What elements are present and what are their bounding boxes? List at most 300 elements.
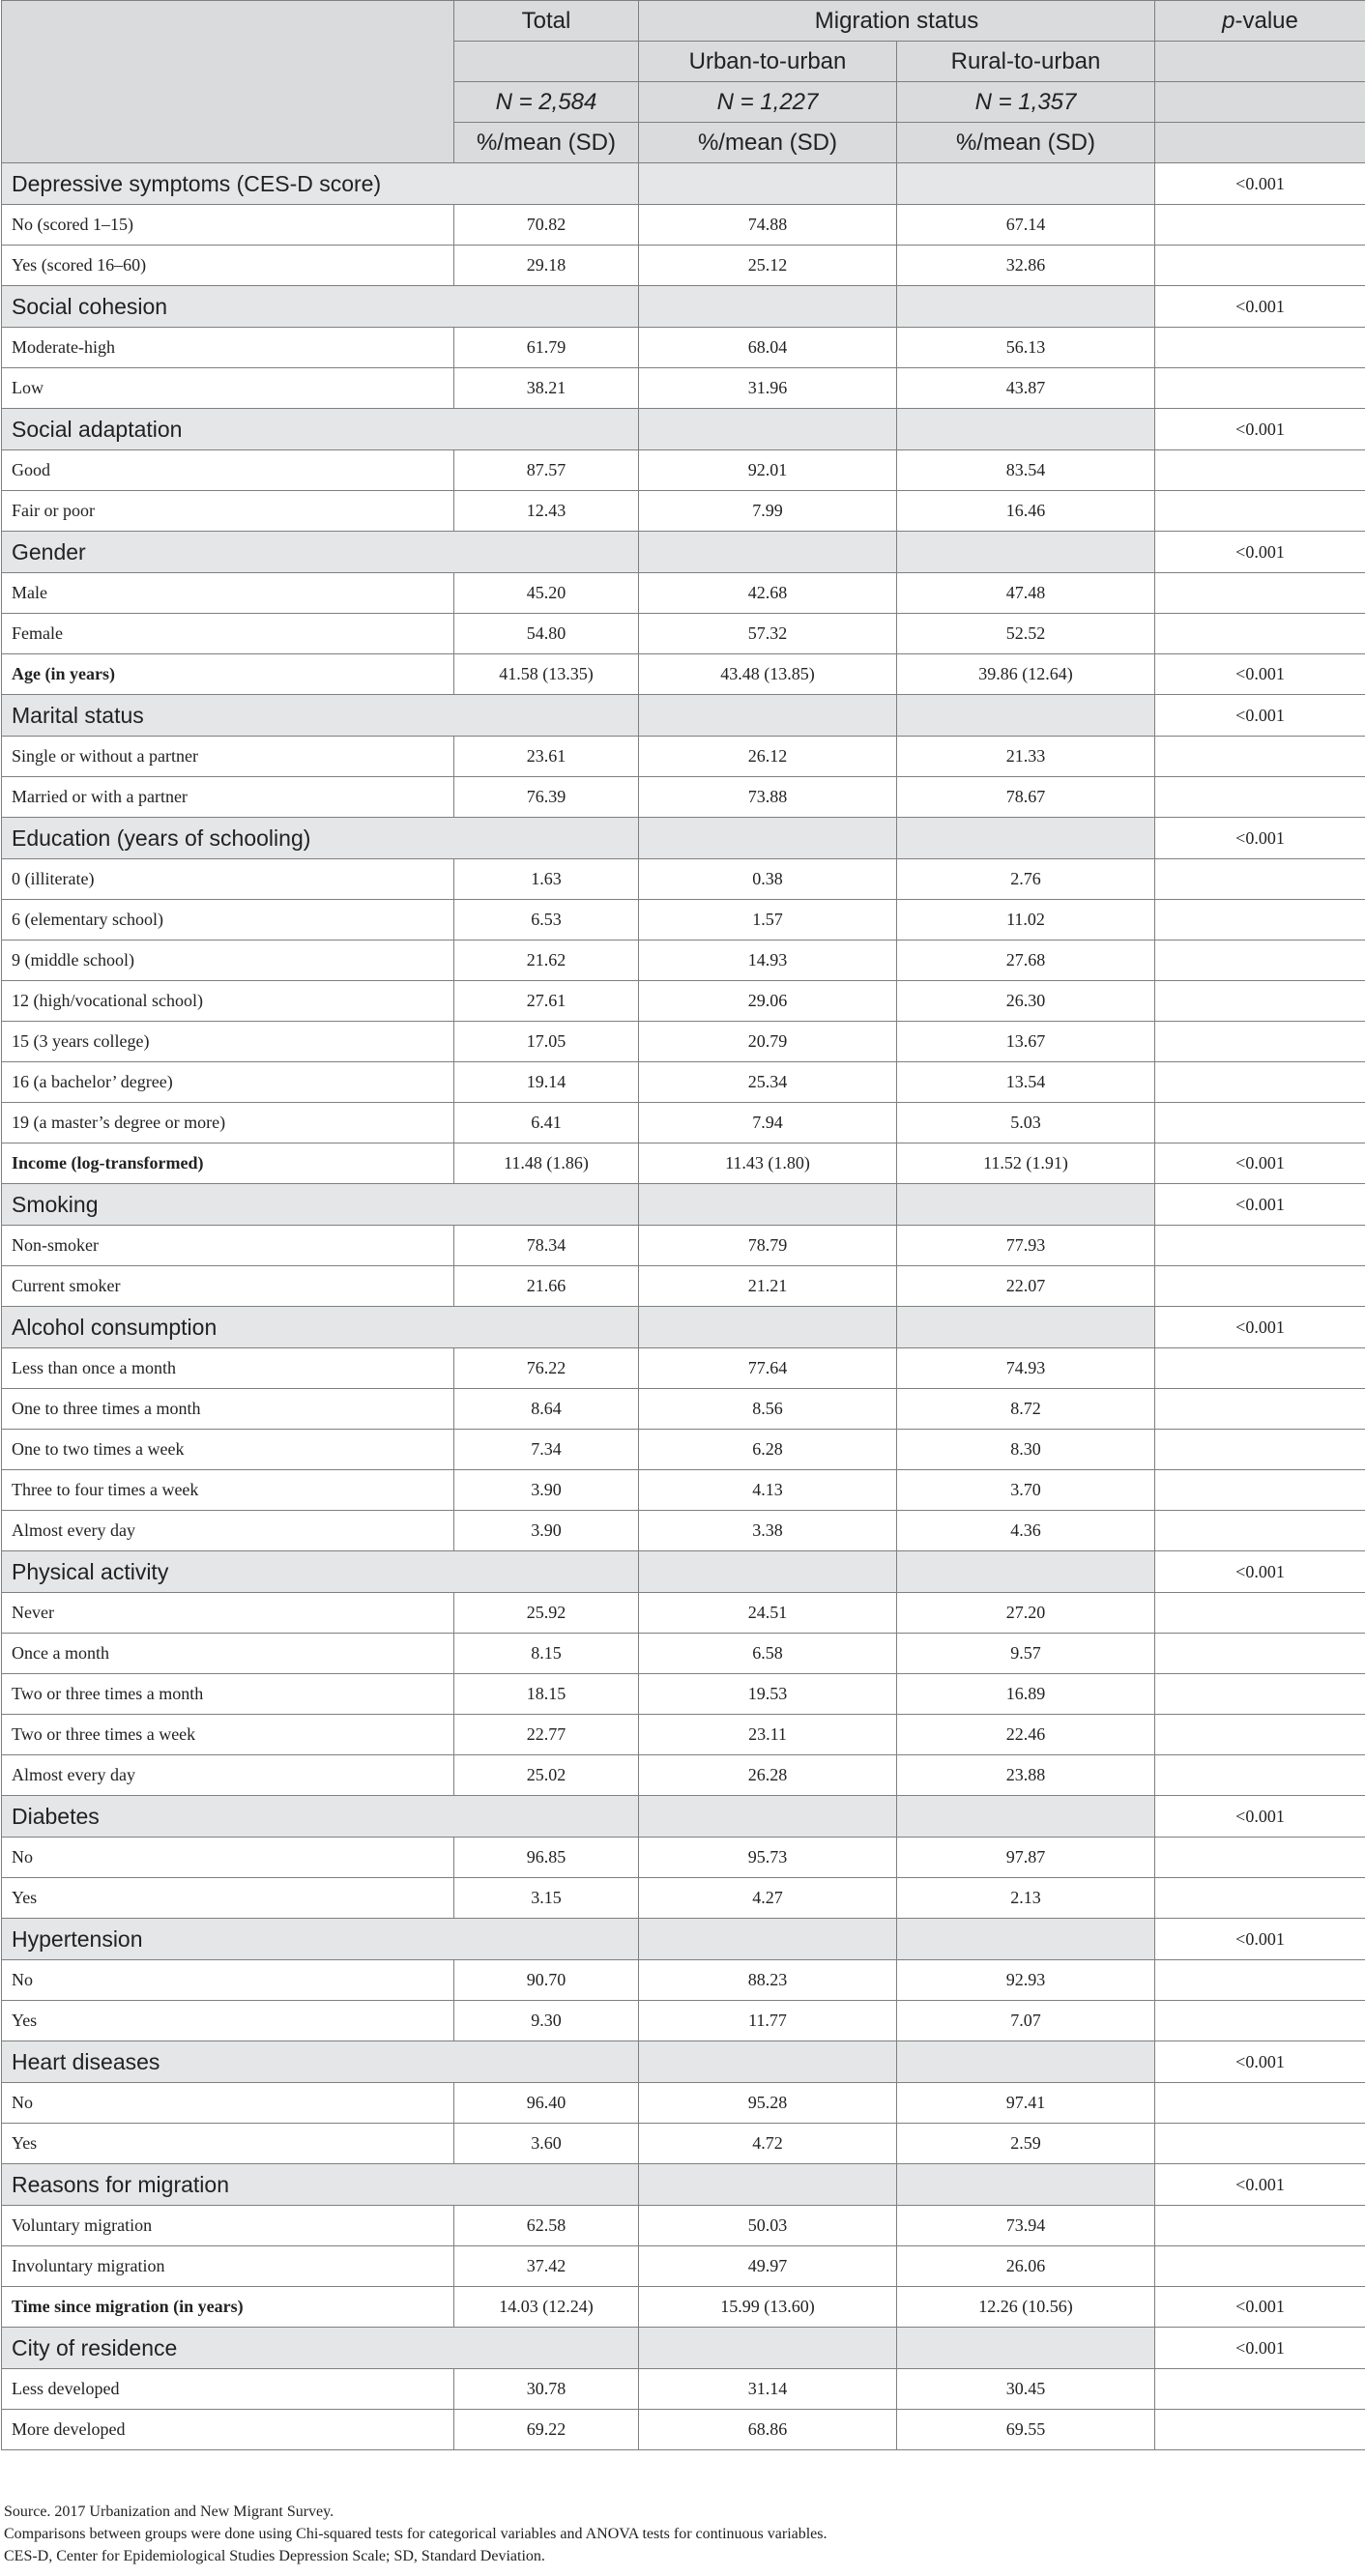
p-value-cell: <0.001 — [1155, 532, 1365, 573]
rural-value: 27.20 — [897, 1593, 1155, 1634]
p-value-cell — [1155, 1715, 1365, 1755]
urban-value: 95.73 — [639, 1838, 897, 1878]
rural-value: 77.93 — [897, 1226, 1155, 1266]
note-comparisons: Comparisons between groups were done using Chi-squared tests for categorical variables and ANOVA tests for continuous variables. — [4, 2526, 828, 2542]
total-value: 78.34 — [454, 1226, 639, 1266]
row-label: Yes (scored 16–60) — [2, 246, 454, 286]
p-value-cell: <0.001 — [1155, 2041, 1365, 2083]
table-row — [2, 2369, 1365, 2410]
rural-value: 5.03 — [897, 1103, 1155, 1143]
table-row — [2, 1022, 1365, 1062]
p-value-cell — [1155, 2369, 1365, 2410]
p-value-cell — [1155, 777, 1365, 818]
p-value-cell: <0.001 — [1155, 654, 1365, 695]
row-label: 15 (3 years college) — [2, 1022, 454, 1062]
section-empty-cell — [897, 695, 1155, 737]
section-empty-cell — [897, 1307, 1155, 1348]
p-value-cell — [1155, 1593, 1365, 1634]
p-value-cell — [1155, 2001, 1365, 2041]
p-value-cell — [1155, 2206, 1365, 2246]
urban-value: 43.48 (13.85) — [639, 654, 897, 695]
rural-value: 11.02 — [897, 900, 1155, 941]
urban-value: 31.14 — [639, 2369, 897, 2410]
table-row — [2, 1430, 1365, 1470]
row-label: Male — [2, 573, 454, 614]
rural-value: 13.54 — [897, 1062, 1155, 1103]
table-row — [2, 614, 1365, 654]
row-label: Voluntary migration — [2, 2206, 454, 2246]
header-total: Total — [454, 1, 639, 42]
section-empty-cell — [639, 1919, 897, 1960]
p-value-cell — [1155, 1511, 1365, 1551]
urban-value: 26.12 — [639, 737, 897, 777]
rural-value: 47.48 — [897, 573, 1155, 614]
urban-value: 25.34 — [639, 1062, 897, 1103]
table-row — [2, 1062, 1365, 1103]
p-value-cell: <0.001 — [1155, 1143, 1365, 1184]
p-value-cell — [1155, 1634, 1365, 1674]
rural-value: 4.36 — [897, 1511, 1155, 1551]
urban-value: 21.21 — [639, 1266, 897, 1307]
table-header — [2, 1, 1365, 163]
section-empty-cell — [897, 818, 1155, 859]
p-value-cell: <0.001 — [1155, 1796, 1365, 1838]
rural-value: 30.45 — [897, 2369, 1155, 2410]
header-empty-total — [454, 42, 639, 82]
table-row — [2, 491, 1365, 532]
section-row — [2, 1919, 1365, 1960]
p-value-cell — [1155, 328, 1365, 368]
total-value: 45.20 — [454, 573, 639, 614]
total-value: 30.78 — [454, 2369, 639, 2410]
p-value-cell — [1155, 859, 1365, 900]
table-row — [2, 981, 1365, 1022]
urban-value: 0.38 — [639, 859, 897, 900]
table-row — [2, 1838, 1365, 1878]
total-value: 25.02 — [454, 1755, 639, 1796]
total-value: 9.30 — [454, 2001, 639, 2041]
urban-value: 19.53 — [639, 1674, 897, 1715]
continuous-variable-row — [2, 1143, 1365, 1184]
header-n-urban: N = 1,227 — [639, 82, 897, 123]
total-value: 61.79 — [454, 328, 639, 368]
p-value-cell — [1155, 1674, 1365, 1715]
urban-value: 68.04 — [639, 328, 897, 368]
rural-value: 43.87 — [897, 368, 1155, 409]
row-label: One to three times a month — [2, 1389, 454, 1430]
p-value-cell — [1155, 1960, 1365, 2001]
section-empty-cell — [639, 2328, 897, 2369]
total-value: 41.58 (13.35) — [454, 654, 639, 695]
p-value-cell — [1155, 1348, 1365, 1389]
total-value: 6.53 — [454, 900, 639, 941]
urban-value: 4.72 — [639, 2124, 897, 2164]
p-value-cell — [1155, 573, 1365, 614]
section-label: Physical activity — [2, 1551, 639, 1593]
urban-value: 6.28 — [639, 1430, 897, 1470]
total-value: 18.15 — [454, 1674, 639, 1715]
section-empty-cell — [897, 532, 1155, 573]
total-value: 3.90 — [454, 1470, 639, 1511]
p-value-cell — [1155, 246, 1365, 286]
rural-value: 2.13 — [897, 1878, 1155, 1919]
row-label: Fair or poor — [2, 491, 454, 532]
p-value-cell — [1155, 1103, 1365, 1143]
urban-value: 68.86 — [639, 2410, 897, 2450]
p-value-cell: <0.001 — [1155, 2328, 1365, 2369]
p-value-cell — [1155, 2124, 1365, 2164]
total-value: 96.40 — [454, 2083, 639, 2124]
urban-value: 25.12 — [639, 246, 897, 286]
table-row — [2, 205, 1365, 246]
urban-value: 4.27 — [639, 1878, 897, 1919]
rural-value: 69.55 — [897, 2410, 1155, 2450]
table-row — [2, 1511, 1365, 1551]
table-row — [2, 1470, 1365, 1511]
section-empty-cell — [897, 286, 1155, 328]
continuous-variable-row — [2, 2287, 1365, 2328]
section-label: Heart diseases — [2, 2041, 639, 2083]
section-label: Social adaptation — [2, 409, 639, 450]
header-rural: Rural-to-urban — [897, 42, 1155, 82]
section-empty-cell — [639, 163, 897, 205]
p-value-cell: <0.001 — [1155, 163, 1365, 205]
p-value-cell — [1155, 737, 1365, 777]
total-value: 96.85 — [454, 1838, 639, 1878]
p-value-cell: <0.001 — [1155, 409, 1365, 450]
p-value-cell — [1155, 1022, 1365, 1062]
table-row — [2, 2124, 1365, 2164]
section-label: Education (years of schooling) — [2, 818, 639, 859]
table-notes — [4, 2501, 828, 2567]
urban-value: 73.88 — [639, 777, 897, 818]
row-label: One to two times a week — [2, 1430, 454, 1470]
section-label: Gender — [2, 532, 639, 573]
header-p-text: value — [1242, 7, 1298, 34]
rural-value: 23.88 — [897, 1755, 1155, 1796]
urban-value: 57.32 — [639, 614, 897, 654]
rural-value: 8.30 — [897, 1430, 1155, 1470]
rural-value: 74.93 — [897, 1348, 1155, 1389]
rural-value: 11.52 (1.91) — [897, 1143, 1155, 1184]
table-row — [2, 1878, 1365, 1919]
urban-value: 6.58 — [639, 1634, 897, 1674]
table-row — [2, 900, 1365, 941]
rural-value: 67.14 — [897, 205, 1155, 246]
total-value: 3.15 — [454, 1878, 639, 1919]
row-label: Two or three times a week — [2, 1715, 454, 1755]
section-row — [2, 1184, 1365, 1226]
total-value: 69.22 — [454, 2410, 639, 2450]
table-row — [2, 1715, 1365, 1755]
urban-value: 42.68 — [639, 573, 897, 614]
urban-value: 50.03 — [639, 2206, 897, 2246]
row-label: Two or three times a month — [2, 1674, 454, 1715]
p-value-cell: <0.001 — [1155, 1184, 1365, 1226]
section-empty-cell — [897, 2164, 1155, 2206]
p-value-cell: <0.001 — [1155, 818, 1365, 859]
row-label: No — [2, 2083, 454, 2124]
row-label: Moderate-high — [2, 328, 454, 368]
urban-value: 4.13 — [639, 1470, 897, 1511]
continuous-variable-row — [2, 654, 1365, 695]
urban-value: 8.56 — [639, 1389, 897, 1430]
total-value: 23.61 — [454, 737, 639, 777]
p-value-cell — [1155, 941, 1365, 981]
rural-value: 32.86 — [897, 246, 1155, 286]
total-value: 21.66 — [454, 1266, 639, 1307]
table-row — [2, 2206, 1365, 2246]
row-label: Age (in years) — [2, 654, 454, 695]
urban-value: 7.94 — [639, 1103, 897, 1143]
urban-value: 31.96 — [639, 368, 897, 409]
header-blank-cell — [2, 1, 454, 163]
urban-value: 92.01 — [639, 450, 897, 491]
rural-value: 97.87 — [897, 1838, 1155, 1878]
rural-value: 92.93 — [897, 1960, 1155, 2001]
total-value: 8.64 — [454, 1389, 639, 1430]
section-row — [2, 1551, 1365, 1593]
header-stat-total: %/mean (SD) — [454, 123, 639, 163]
urban-value: 24.51 — [639, 1593, 897, 1634]
rural-value: 2.76 — [897, 859, 1155, 900]
urban-value: 26.28 — [639, 1755, 897, 1796]
p-value-cell: <0.001 — [1155, 2287, 1365, 2328]
section-empty-cell — [897, 2041, 1155, 2083]
total-value: 11.48 (1.86) — [454, 1143, 639, 1184]
section-row — [2, 2328, 1365, 2369]
header-stat-urban: %/mean (SD) — [639, 123, 897, 163]
section-empty-cell — [897, 1919, 1155, 1960]
section-empty-cell — [639, 818, 897, 859]
section-empty-cell — [897, 1551, 1155, 1593]
p-value-cell — [1155, 1266, 1365, 1307]
total-value: 38.21 — [454, 368, 639, 409]
total-value: 3.60 — [454, 2124, 639, 2164]
row-label: Yes — [2, 1878, 454, 1919]
row-label: Never — [2, 1593, 454, 1634]
section-empty-cell — [897, 163, 1155, 205]
p-value-cell — [1155, 2083, 1365, 2124]
rural-value: 7.07 — [897, 2001, 1155, 2041]
total-value: 19.14 — [454, 1062, 639, 1103]
row-label: Current smoker — [2, 1266, 454, 1307]
row-label: Almost every day — [2, 1755, 454, 1796]
urban-value: 74.88 — [639, 205, 897, 246]
urban-value: 7.99 — [639, 491, 897, 532]
total-value: 6.41 — [454, 1103, 639, 1143]
urban-value: 20.79 — [639, 1022, 897, 1062]
section-empty-cell — [639, 1184, 897, 1226]
rural-value: 78.67 — [897, 777, 1155, 818]
total-value: 27.61 — [454, 981, 639, 1022]
total-value: 21.62 — [454, 941, 639, 981]
section-label: Alcohol consumption — [2, 1307, 639, 1348]
urban-value: 1.57 — [639, 900, 897, 941]
p-value-cell: <0.001 — [1155, 2164, 1365, 2206]
row-label: Less than once a month — [2, 1348, 454, 1389]
rural-value: 73.94 — [897, 2206, 1155, 2246]
table-row — [2, 2083, 1365, 2124]
row-label: Yes — [2, 2001, 454, 2041]
total-value: 14.03 (12.24) — [454, 2287, 639, 2328]
row-label: Almost every day — [2, 1511, 454, 1551]
rural-value: 21.33 — [897, 737, 1155, 777]
rural-value: 83.54 — [897, 450, 1155, 491]
characteristics-table — [1, 0, 1365, 2450]
p-value-cell — [1155, 1470, 1365, 1511]
row-label: No — [2, 1838, 454, 1878]
urban-value: 49.97 — [639, 2246, 897, 2287]
p-value-cell: <0.001 — [1155, 1919, 1365, 1960]
section-label: Smoking — [2, 1184, 639, 1226]
table-row — [2, 737, 1365, 777]
p-value-cell — [1155, 1226, 1365, 1266]
section-empty-cell — [897, 1184, 1155, 1226]
p-value-cell — [1155, 1838, 1365, 1878]
note-source: Source. 2017 Urbanization and New Migrant Survey. — [4, 2504, 334, 2520]
section-empty-cell — [639, 1307, 897, 1348]
row-label: Married or with a partner — [2, 777, 454, 818]
urban-value: 15.99 (13.60) — [639, 2287, 897, 2328]
total-value: 12.43 — [454, 491, 639, 532]
header-n-total: N = 2,584 — [454, 82, 639, 123]
section-row — [2, 409, 1365, 450]
p-value-cell: <0.001 — [1155, 695, 1365, 737]
rural-value: 16.46 — [897, 491, 1155, 532]
row-label: No — [2, 1960, 454, 2001]
row-label: Less developed — [2, 2369, 454, 2410]
row-label: Income (log-transformed) — [2, 1143, 454, 1184]
total-value: 22.77 — [454, 1715, 639, 1755]
total-value: 37.42 — [454, 2246, 639, 2287]
section-empty-cell — [897, 409, 1155, 450]
total-value: 87.57 — [454, 450, 639, 491]
table-row — [2, 1226, 1365, 1266]
row-label: Time since migration (in years) — [2, 2287, 454, 2328]
row-label: Yes — [2, 2124, 454, 2164]
urban-value: 11.43 (1.80) — [639, 1143, 897, 1184]
section-label: Reasons for migration — [2, 2164, 639, 2206]
p-value-cell: <0.001 — [1155, 1551, 1365, 1593]
rural-value: 26.30 — [897, 981, 1155, 1022]
total-value: 1.63 — [454, 859, 639, 900]
row-label: 9 (middle school) — [2, 941, 454, 981]
section-empty-cell — [639, 695, 897, 737]
table-row — [2, 1634, 1365, 1674]
table-row — [2, 246, 1365, 286]
section-label: Diabetes — [2, 1796, 639, 1838]
total-value: 76.22 — [454, 1348, 639, 1389]
rural-value: 56.13 — [897, 328, 1155, 368]
p-value-cell — [1155, 1878, 1365, 1919]
section-row — [2, 1307, 1365, 1348]
section-empty-cell — [897, 2328, 1155, 2369]
p-value-cell: <0.001 — [1155, 1307, 1365, 1348]
header-migration-status: Migration status — [639, 1, 1155, 42]
p-value-cell — [1155, 900, 1365, 941]
table-row — [2, 2246, 1365, 2287]
section-row — [2, 695, 1365, 737]
urban-value: 78.79 — [639, 1226, 897, 1266]
section-row — [2, 286, 1365, 328]
total-value: 70.82 — [454, 205, 639, 246]
section-empty-cell — [639, 286, 897, 328]
row-label: Three to four times a week — [2, 1470, 454, 1511]
p-value-cell — [1155, 368, 1365, 409]
section-empty-cell — [639, 2041, 897, 2083]
section-empty-cell — [639, 2164, 897, 2206]
p-value-cell: <0.001 — [1155, 286, 1365, 328]
header-empty-p — [1155, 42, 1365, 82]
section-row — [2, 1796, 1365, 1838]
table-row — [2, 1755, 1365, 1796]
row-label: Low — [2, 368, 454, 409]
total-value: 7.34 — [454, 1430, 639, 1470]
urban-value: 88.23 — [639, 1960, 897, 2001]
urban-value: 29.06 — [639, 981, 897, 1022]
rural-value: 26.06 — [897, 2246, 1155, 2287]
section-row — [2, 2041, 1365, 2083]
p-value-cell — [1155, 981, 1365, 1022]
section-empty-cell — [639, 409, 897, 450]
section-empty-cell — [639, 1796, 897, 1838]
rural-value: 39.86 (12.64) — [897, 654, 1155, 695]
total-value: 62.58 — [454, 2206, 639, 2246]
rural-value: 3.70 — [897, 1470, 1155, 1511]
row-label: 6 (elementary school) — [2, 900, 454, 941]
p-value-cell — [1155, 450, 1365, 491]
section-row — [2, 2164, 1365, 2206]
total-value: 29.18 — [454, 246, 639, 286]
row-label: More developed — [2, 2410, 454, 2450]
rural-value: 2.59 — [897, 2124, 1155, 2164]
table-row — [2, 777, 1365, 818]
rural-value: 97.41 — [897, 2083, 1155, 2124]
rural-value: 22.07 — [897, 1266, 1155, 1307]
table-row — [2, 1593, 1365, 1634]
section-empty-cell — [639, 1551, 897, 1593]
table-row — [2, 328, 1365, 368]
section-empty-cell — [897, 1796, 1155, 1838]
table-row — [2, 1960, 1365, 2001]
table-row — [2, 2001, 1365, 2041]
urban-value: 3.38 — [639, 1511, 897, 1551]
note-abbreviations: CES-D, Center for Epidemiological Studies Depression Scale; SD, Standard Deviation. — [4, 2548, 545, 2564]
row-label: Female — [2, 614, 454, 654]
table-row — [2, 368, 1365, 409]
table-row — [2, 1389, 1365, 1430]
section-label: Social cohesion — [2, 286, 639, 328]
section-label: Hypertension — [2, 1919, 639, 1960]
row-label: 12 (high/vocational school) — [2, 981, 454, 1022]
total-value: 76.39 — [454, 777, 639, 818]
p-value-cell — [1155, 1389, 1365, 1430]
rural-value: 16.89 — [897, 1674, 1155, 1715]
rural-value: 8.72 — [897, 1389, 1155, 1430]
rural-value: 12.26 (10.56) — [897, 2287, 1155, 2328]
header-p-italic: p — [1222, 7, 1235, 34]
table-row — [2, 859, 1365, 900]
table-body — [2, 163, 1365, 2450]
p-value-cell — [1155, 1755, 1365, 1796]
section-row — [2, 532, 1365, 573]
header-empty-p-3 — [1155, 123, 1365, 163]
section-row — [2, 818, 1365, 859]
header-urban: Urban-to-urban — [639, 42, 897, 82]
p-value-cell — [1155, 491, 1365, 532]
section-label: Depressive symptoms (CES-D score) — [2, 163, 639, 205]
